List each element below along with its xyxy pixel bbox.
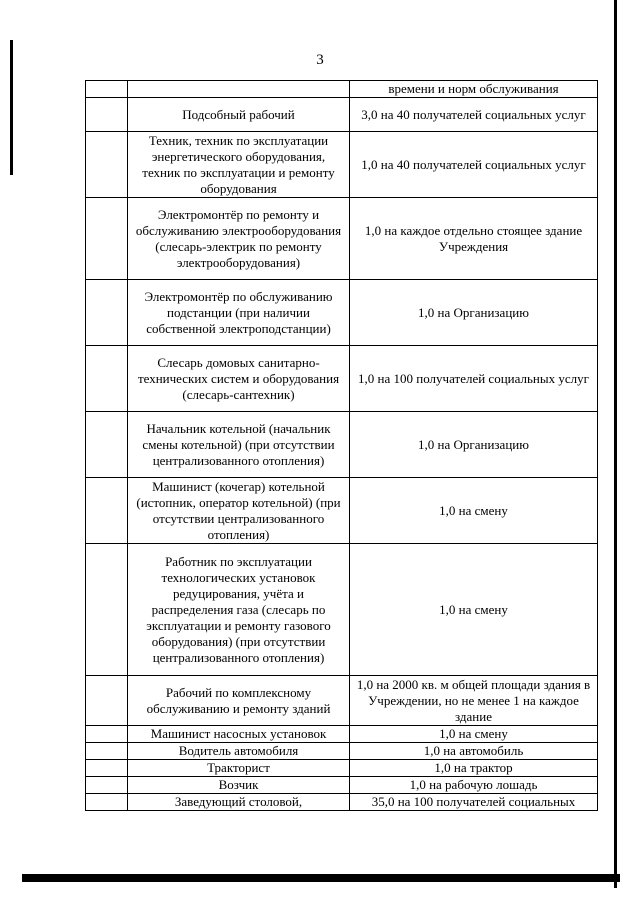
norm-cell: 1,0 на трактор	[350, 760, 598, 777]
row-number-cell	[86, 198, 128, 280]
table-row	[86, 412, 598, 478]
table-row	[86, 280, 598, 346]
table-row	[86, 98, 598, 132]
norm-cell: времени и норм обслуживания	[350, 81, 598, 98]
position-cell: Рабочий по комплексному обслуживанию и ремонту зданий	[128, 676, 350, 726]
norm-cell: 1,0 на 100 получателей социальных услуг	[350, 346, 598, 412]
norm-cell: 1,0 на смену	[350, 478, 598, 544]
row-number-cell	[86, 743, 128, 760]
table-row	[86, 198, 598, 280]
table-row	[86, 743, 598, 760]
row-number-cell	[86, 794, 128, 811]
table-row	[86, 346, 598, 412]
position-cell: Тракторист	[128, 760, 350, 777]
position-cell: Электромонтёр по ремонту и обслуживанию электрооборудования (слесарь-электрик по ремонту электрооборудования)	[128, 198, 350, 280]
row-number-cell	[86, 280, 128, 346]
norm-cell: 1,0 на Организацию	[350, 412, 598, 478]
staffing-norms-table	[85, 80, 598, 811]
table-row	[86, 544, 598, 676]
norm-cell: 1,0 на 40 получателей социальных услуг	[350, 132, 598, 198]
table-row	[86, 794, 598, 811]
position-cell: Машинист насосных установок	[128, 726, 350, 743]
table-row	[86, 777, 598, 794]
norm-cell: 1,0 на 2000 кв. м общей площади здания в Учреждении, но не менее 1 на каждое здание	[350, 676, 598, 726]
table-row	[86, 760, 598, 777]
position-cell: Электромонтёр по обслуживанию подстанции (при наличии собственной электроподстанции)	[128, 280, 350, 346]
position-cell: Слесарь домовых санитарно-технических систем и оборудования (слесарь-сантехник)	[128, 346, 350, 412]
row-number-cell	[86, 81, 128, 98]
position-cell: Техник, техник по эксплуатации энергетического оборудования, техник по эксплуатации и ремонту оборудования	[128, 132, 350, 198]
position-cell: Машинист (кочегар) котельной (истопник, оператор котельной) (при отсутствии централизованного отопления)	[128, 478, 350, 544]
position-cell: Заведующий столовой,	[128, 794, 350, 811]
scan-margin-mark-right	[614, 0, 617, 888]
table-row-header-continuation	[86, 81, 598, 98]
table-row	[86, 132, 598, 198]
position-cell: Водитель автомобиля	[128, 743, 350, 760]
position-cell	[128, 81, 350, 98]
row-number-cell	[86, 544, 128, 676]
norm-cell: 1,0 на смену	[350, 544, 598, 676]
norm-cell: 1,0 на автомобиль	[350, 743, 598, 760]
position-cell: Начальник котельной (начальник смены котельной) (при отсутствии централизованного отопления)	[128, 412, 350, 478]
norm-cell: 3,0 на 40 получателей социальных услуг	[350, 98, 598, 132]
row-number-cell	[86, 676, 128, 726]
position-cell: Работник по эксплуатации технологических установок редуцирования, учёта и распределения газа (слесарь по эксплуатации и ремонту газового оборудования) (при отсутствии централизованного отопления)	[128, 544, 350, 676]
norm-cell: 1,0 на Организацию	[350, 280, 598, 346]
row-number-cell	[86, 760, 128, 777]
table-row	[86, 726, 598, 743]
row-number-cell	[86, 98, 128, 132]
norm-cell: 35,0 на 100 получателей социальных	[350, 794, 598, 811]
row-number-cell	[86, 478, 128, 544]
position-cell: Подсобный рабочий	[128, 98, 350, 132]
position-cell: Возчик	[128, 777, 350, 794]
row-number-cell	[86, 412, 128, 478]
table-row	[86, 676, 598, 726]
norm-cell: 1,0 на смену	[350, 726, 598, 743]
row-number-cell	[86, 132, 128, 198]
row-number-cell	[86, 777, 128, 794]
row-number-cell	[86, 346, 128, 412]
row-number-cell	[86, 726, 128, 743]
table-row	[86, 478, 598, 544]
norm-cell: 1,0 на рабочую лошадь	[350, 777, 598, 794]
norm-cell: 1,0 на каждое отдельно стоящее здание Учреждения	[350, 198, 598, 280]
page-number: 3	[316, 52, 324, 68]
scan-margin-mark-bottom	[22, 874, 620, 882]
